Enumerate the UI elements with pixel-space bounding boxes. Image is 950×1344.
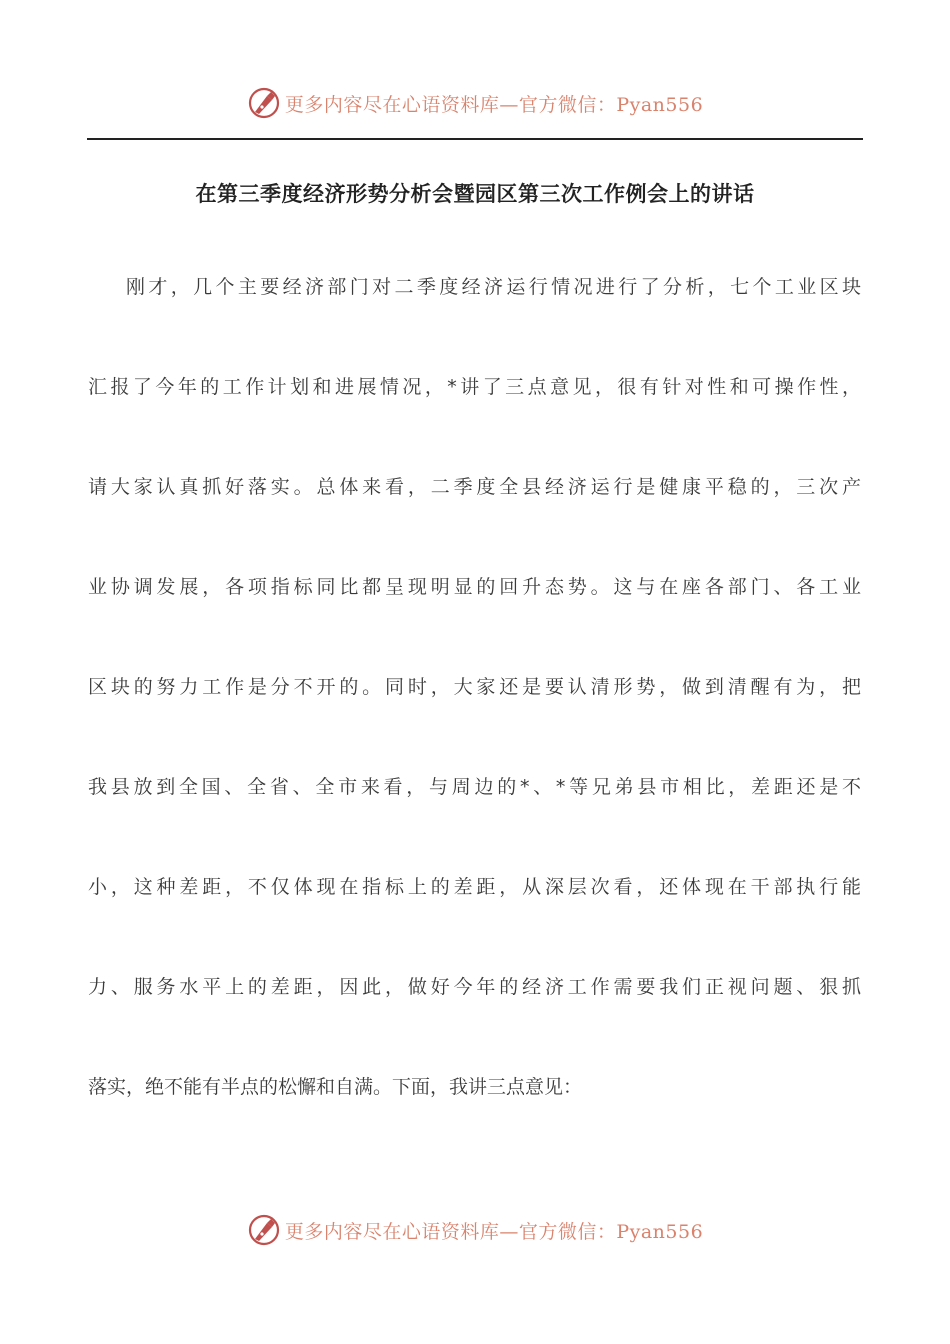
paragraph-line: 汇报了今年的工作计划和进展情况，*讲了三点意见，很有针对性和可操作性， [88,376,861,398]
paragraph-line: 我县放到全国、全省、全市来看，与周边的*、*等兄弟县市相比，差距还是不 [88,776,861,798]
watermark-text: 更多内容尽在心语资料库—官方微信：Pyan556 [284,1220,704,1243]
paragraph-line: 小，这种差距，不仅体现在指标上的差距，从深层次看，还体现在干部执行能 [88,876,861,898]
paragraph-line: 业协调发展，各项指标同比都呈现明显的回升态势。这与在座各部门、各工业 [88,576,861,598]
header-watermark [0,83,950,123]
paragraph-line: 请大家认真抓好落实。总体来看，二季度全县经济运行是健康平稳的，三次产 [88,476,861,498]
paragraph-line: 落实，绝不能有半点的松懈和自满。下面，我讲三点意见： [88,1076,583,1098]
pen-nib-logo-icon [247,1213,281,1247]
footer-watermark [0,1210,950,1250]
paragraph-line: 刚才，几个主要经济部门对二季度经济运行情况进行了分析，七个工业区块 [126,276,861,298]
body-paragraph [88,262,861,1162]
document-title: 在第三季度经济形势分析会暨园区第三次工作例会上的讲话 [195,182,755,206]
paragraph-line: 力、服务水平上的差距，因此，做好今年的经济工作需要我们正视问题、狠抓 [88,976,861,998]
pen-nib-logo-icon [247,86,281,120]
watermark-text: 更多内容尽在心语资料库—官方微信：Pyan556 [284,93,704,116]
header-divider [87,138,863,140]
paragraph-line: 区块的努力工作是分不开的。同时，大家还是要认清形势，做到清醒有为，把 [88,676,861,698]
